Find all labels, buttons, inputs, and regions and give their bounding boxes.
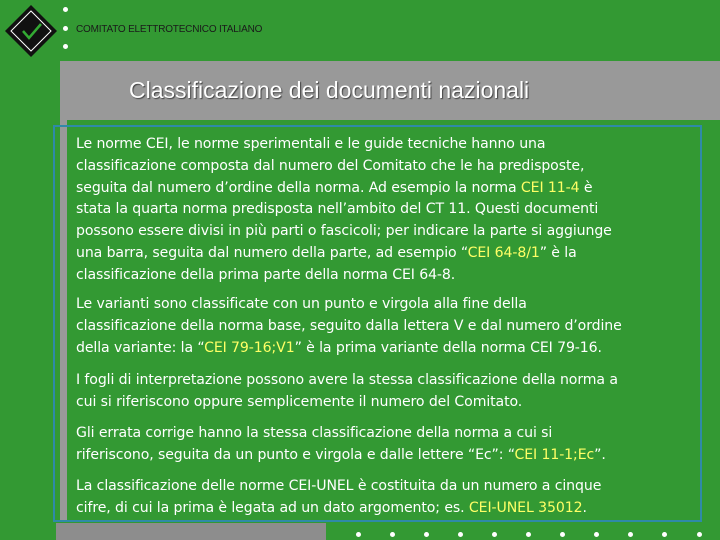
paragraph-numbering xyxy=(76,134,700,287)
text-segment: Le norme CEI, le norme sperimentali e le guide tecniche hanno una xyxy=(76,136,546,152)
footer-bullet-dot xyxy=(697,532,702,537)
paragraph-interpretation xyxy=(76,370,700,414)
footer-bullet-dot xyxy=(458,532,463,537)
organization-name: COMITATO ELETTROTECNICO ITALIANO xyxy=(76,24,263,35)
paragraph-errata xyxy=(76,423,700,467)
text-segment: classificazione della norma base, seguito dalla lettera V e dal numero d’ordine xyxy=(76,317,622,334)
text-segment: Le varianti sono classificate con un punto e virgola alla fine della xyxy=(76,296,527,312)
text-segment: stata la quarta norma predisposta nell’ambito del CT 11. Questi documenti xyxy=(76,201,599,218)
text-segment: ”. xyxy=(594,446,606,463)
text-segment: seguita dal numero d’ordine della norma. Ad esempio la norma xyxy=(76,179,521,196)
footer-bullet-dot xyxy=(662,532,667,537)
paragraph-line xyxy=(76,316,700,338)
text-segment: una barra, seguita dal numero della parte, ad esempio “ xyxy=(76,244,468,261)
highlighted-code: CEI 11-4 xyxy=(520,179,580,196)
footer-bullet-dot xyxy=(560,532,565,537)
text-segment: La classificazione delle norme CEI-UNEL è costituita da un numero a cinque xyxy=(76,478,602,494)
text-segment: ” è la prima variante della norma CEI 79-16. xyxy=(294,339,602,356)
text-segment: cifre, di cui la prima è legata ad un dato argomento; es. xyxy=(76,499,469,516)
highlighted-code: CEI-UNEL 35012 xyxy=(468,499,583,516)
paragraph-line xyxy=(76,445,700,467)
text-segment: possono essere divisi in più parti o fascicoli; per indicare la parte si aggiunge xyxy=(76,223,612,240)
text-segment: I fogli di interpretazione possono avere la stessa classificazione della norma a xyxy=(76,372,618,388)
paragraph-line xyxy=(76,265,700,287)
paragraph-line xyxy=(76,423,700,445)
footer-bullet-dot xyxy=(526,532,531,537)
highlighted-code: CEI 79-16;V1 xyxy=(204,339,295,356)
paragraph-line xyxy=(76,498,700,520)
paragraph-line xyxy=(76,178,700,200)
text-segment: della variante: la “ xyxy=(76,339,205,356)
text-segment: riferiscono, seguita da un punto e virgola e dalle lettere “Ec”: “ xyxy=(76,446,515,463)
header-bullet-dot xyxy=(63,26,68,31)
paragraph-line xyxy=(76,134,700,156)
text-segment: è xyxy=(579,179,593,196)
paragraph-line xyxy=(76,392,700,414)
footer-bullet-dot xyxy=(390,532,395,537)
footer-bullet-dot xyxy=(628,532,633,537)
footer-bullet-dot xyxy=(492,532,497,537)
page-title: Classificazione dei documenti nazionali xyxy=(129,77,530,103)
paragraph-line xyxy=(76,370,700,392)
footer-bullet-dot xyxy=(424,532,429,537)
bottom-gray-strip xyxy=(56,523,326,540)
text-segment: cui si riferiscono oppure semplicemente il numero del Comitato. xyxy=(76,393,523,410)
text-segment: classificazione composta dal numero del Comitato che le ha predisposte, xyxy=(76,157,585,174)
text-segment: classificazione della prima parte della norma CEI 64-8. xyxy=(76,266,456,283)
text-segment: . xyxy=(582,499,587,516)
footer-bullet-dot xyxy=(356,532,361,537)
paragraph-line xyxy=(76,338,700,360)
highlighted-code: CEI 64-8/1 xyxy=(467,244,540,261)
paragraph-line xyxy=(76,221,700,243)
text-segment: ” è la xyxy=(539,244,577,261)
paragraph-variants xyxy=(76,294,700,359)
footer-bullet-dot xyxy=(594,532,599,537)
header-bullet-dot xyxy=(63,44,68,49)
cei-diamond-logo-icon xyxy=(4,4,58,58)
paragraph-line xyxy=(76,199,700,221)
paragraph-cei-unel xyxy=(76,476,700,520)
paragraph-line xyxy=(76,294,700,316)
paragraph-line xyxy=(76,243,700,265)
text-segment: Gli errata corrige hanno la stessa classificazione della norma a cui si xyxy=(76,425,553,441)
paragraph-line xyxy=(76,156,700,178)
header-bullet-dot xyxy=(63,7,68,12)
paragraph-line xyxy=(76,476,700,498)
highlighted-code: CEI 11-1;Ec xyxy=(514,446,595,463)
